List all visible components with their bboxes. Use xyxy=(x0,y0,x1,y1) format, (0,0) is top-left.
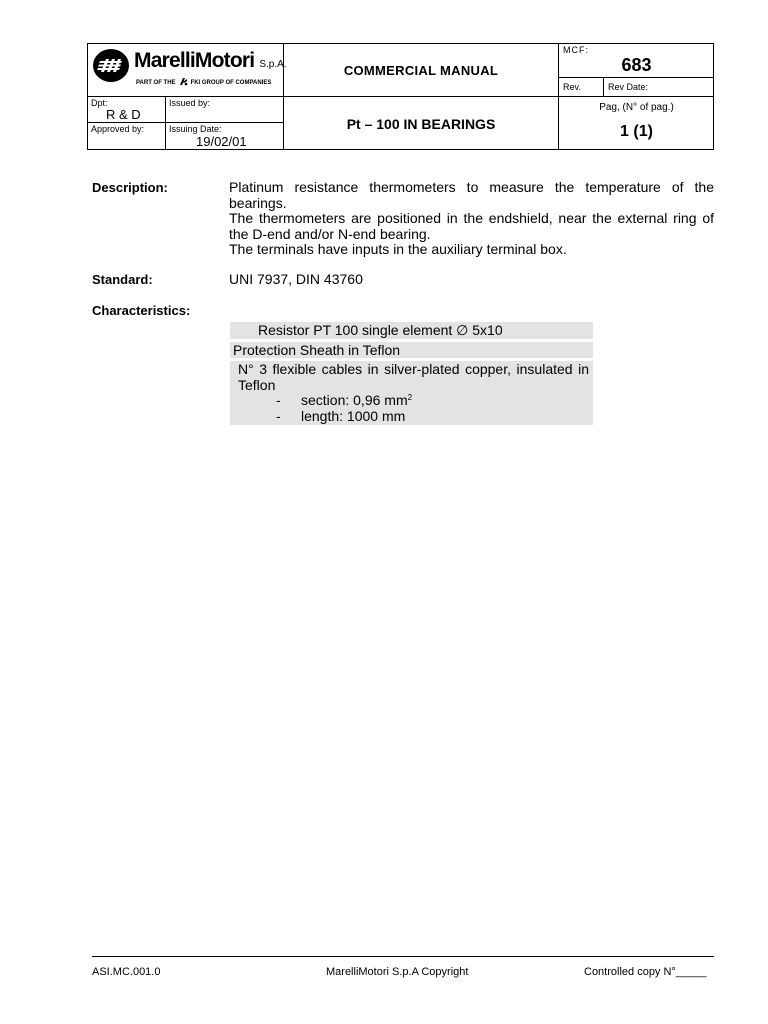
subject-title: Pt – 100 IN BEARINGS xyxy=(346,115,496,132)
section-superscript: 2 xyxy=(407,393,413,402)
bullet-item xyxy=(234,409,589,425)
issuing-date-label: Issuing Date: xyxy=(169,124,222,134)
logo-cell xyxy=(88,44,287,97)
description-paragraph: The terminals have inputs in the auxiliary terminal box. xyxy=(229,241,567,257)
page-cell xyxy=(559,97,714,150)
issued-by-cell xyxy=(166,97,284,123)
footer-doc-code: ASI.MC.001.0 xyxy=(92,966,161,978)
description-paragraph: The thermometers are positioned in the endshield, near the external ring of the D-end and/or N-end bearing. xyxy=(229,210,714,242)
page-value: 1 (1) xyxy=(620,123,653,140)
standard-value: UNI 7937, DIN 43760 xyxy=(229,271,363,287)
section-text: section: 0,96 mm xyxy=(301,392,408,408)
description-paragraph: Platinum resistance thermometers to measure the temperature of the bearings. xyxy=(229,179,714,211)
page-label: Pag, (N° of pag.) xyxy=(599,102,674,113)
mcf-value: 683 xyxy=(621,55,652,75)
characteristic-row: Protection Sheath in Teflon xyxy=(230,342,593,358)
rev-cell xyxy=(559,78,604,97)
document-header xyxy=(87,43,714,150)
issued-by-label: Issued by: xyxy=(169,98,211,108)
brand-suffix: S.p.A. xyxy=(259,59,287,70)
group-line xyxy=(136,77,271,87)
dpt-value: R & D xyxy=(106,107,141,122)
doc-type-cell xyxy=(284,44,559,97)
approved-by-label: Approved by: xyxy=(91,124,145,134)
issuing-date-value: 19/02/01 xyxy=(196,134,247,149)
description-text xyxy=(229,180,714,258)
characteristics-table xyxy=(230,322,593,428)
bullet-dash: - xyxy=(276,407,281,424)
mcf-label: MCF: xyxy=(563,45,589,55)
rev-date-cell xyxy=(604,78,714,97)
doc-type-title: COMMERCIAL MANUAL xyxy=(343,62,499,78)
group-suffix: FKI GROUP OF COMPANIES xyxy=(190,80,272,86)
standard-label: Standard: xyxy=(92,272,153,287)
rev-date-label: Rev Date: xyxy=(608,82,649,92)
approved-by-cell xyxy=(88,123,166,150)
subject-cell xyxy=(284,97,559,150)
cables-text: N° 3 flexible cables in silver-plated copper, insulated in Teflon xyxy=(238,361,589,393)
length-text: length: 1000 mm xyxy=(301,407,406,424)
description-label: Description: xyxy=(92,180,168,195)
footer-copyright: MarelliMotori S.p.A Copyright xyxy=(326,966,469,978)
dpt-cell xyxy=(88,97,166,123)
characteristic-row: Resistor PT 100 single element ∅ 5x10 xyxy=(230,322,593,339)
issuing-date-cell xyxy=(166,123,284,150)
mcf-cell xyxy=(559,44,714,78)
footer-divider xyxy=(92,956,714,957)
characteristics-label: Characteristics: xyxy=(92,303,191,318)
dpt-label: Dpt: xyxy=(91,98,108,108)
bullet-dash: - xyxy=(276,392,281,408)
group-prefix: PART OF THE xyxy=(136,80,176,86)
rev-label: Rev. xyxy=(563,82,581,92)
bullet-item xyxy=(234,393,589,409)
brand-name: MarelliMotori S.p.A. xyxy=(134,49,287,72)
fki-logo-icon xyxy=(179,77,188,86)
footer-controlled-copy: Controlled copy N°_____ xyxy=(584,966,707,978)
marelli-logo-icon xyxy=(93,49,129,82)
characteristic-row xyxy=(230,361,593,425)
